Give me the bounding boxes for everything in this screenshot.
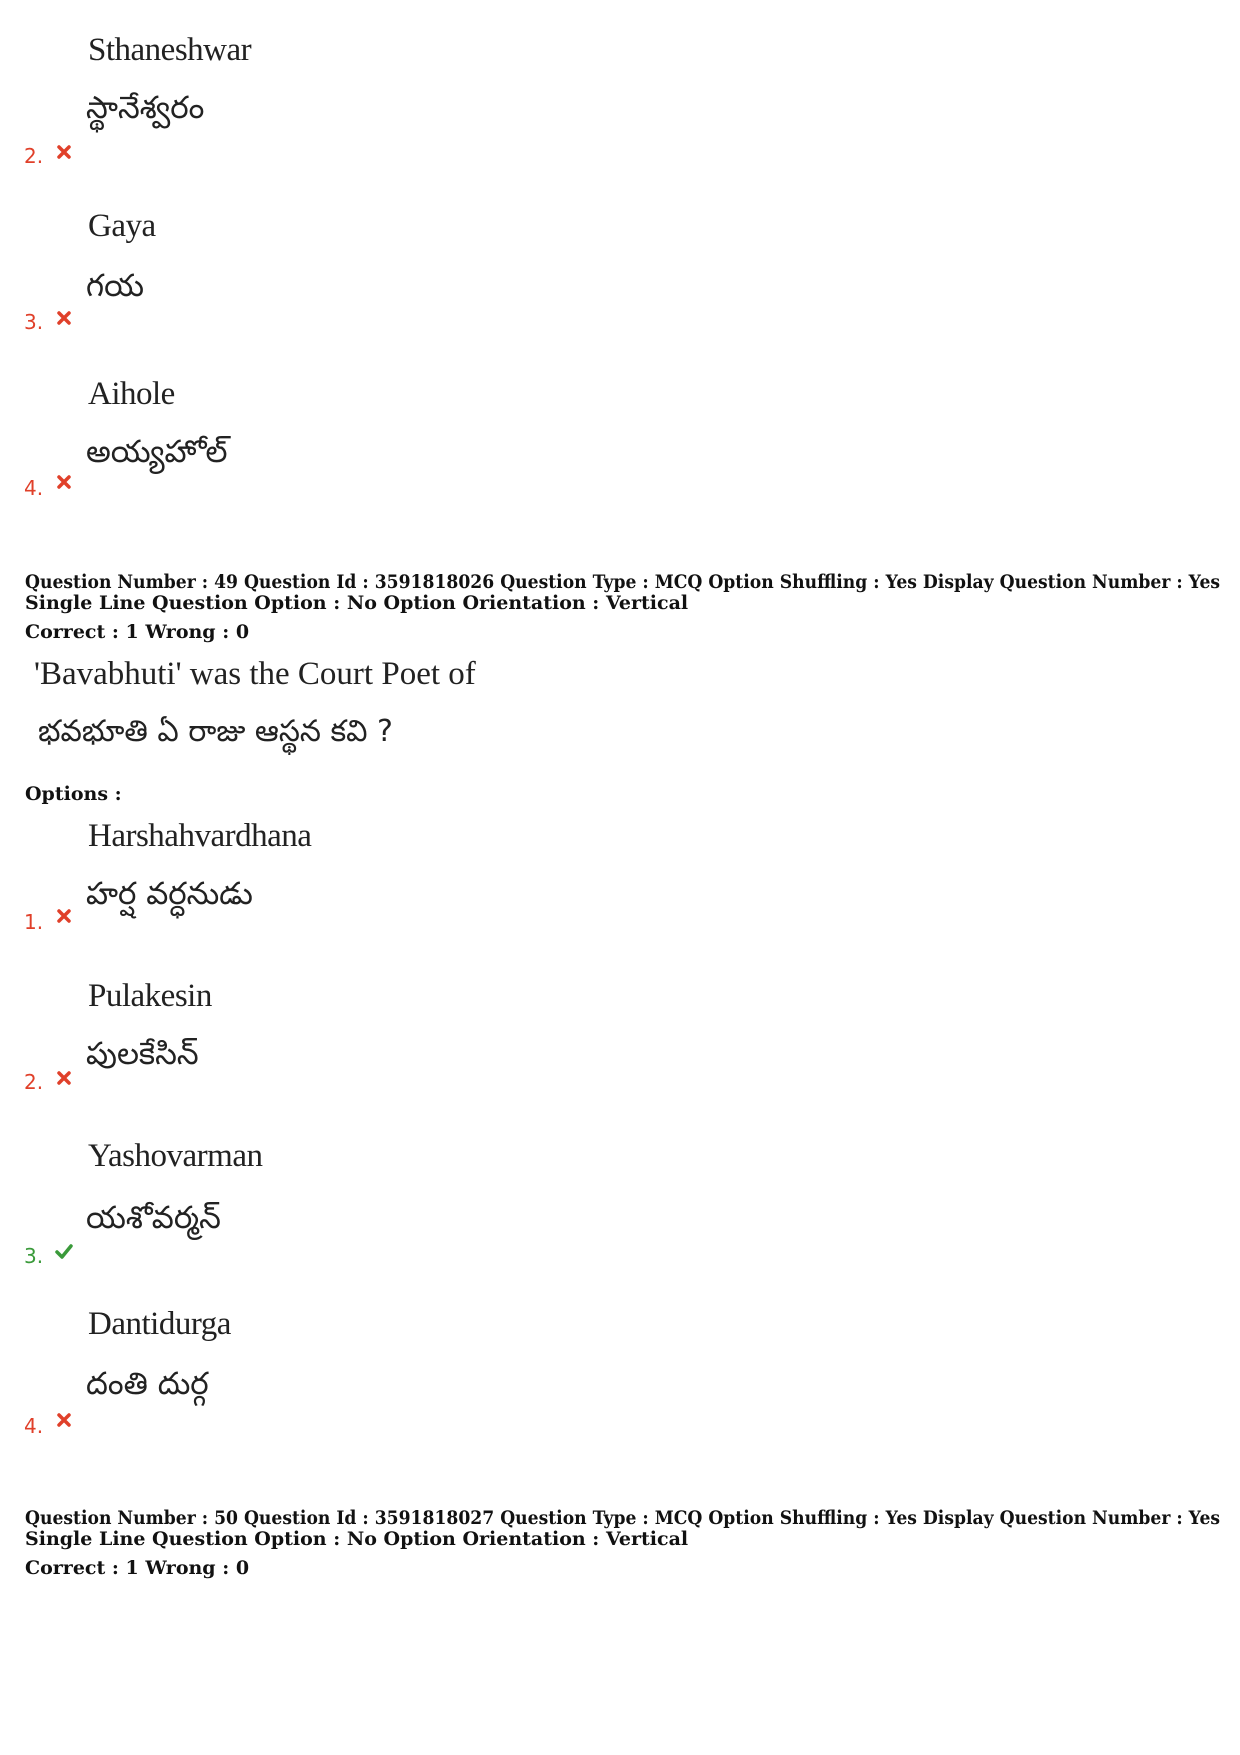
option-text-en: Dantidurga bbox=[88, 1306, 231, 1342]
option-text-te: పులకేసిన్ bbox=[86, 1036, 199, 1072]
option-number: 2. bbox=[24, 1070, 44, 1094]
cross-icon bbox=[56, 1070, 72, 1086]
question-meta-line: Question Number : 50 Question Id : 3591818027 Question Type : MCQ Option Shuffling : Yes Display Question Number : Yes bbox=[25, 1507, 1221, 1529]
question-text-te: భవభూతి ఏ రాజు ఆస్థన కవి ? bbox=[38, 714, 393, 749]
cross-icon bbox=[56, 144, 72, 160]
option-text-te: గయ bbox=[86, 268, 144, 304]
option-number: 3. bbox=[24, 1244, 44, 1268]
cross-icon bbox=[56, 1412, 72, 1428]
options-label: Options : bbox=[25, 783, 122, 805]
option-text-te: యశోవర్మన్ bbox=[86, 1200, 221, 1236]
question-meta-line: Single Line Question Option : No Option Orientation : Vertical bbox=[25, 592, 689, 614]
option-number: 3. bbox=[24, 310, 44, 334]
option-text-te: దంతి దుర్గ bbox=[86, 1366, 209, 1402]
question-text-en: 'Bavabhuti' was the Court Poet of bbox=[34, 656, 476, 692]
cross-icon bbox=[56, 908, 72, 924]
option-text-en: Gaya bbox=[88, 208, 156, 244]
option-text-en: Pulakesin bbox=[88, 978, 212, 1014]
cross-icon bbox=[56, 474, 72, 490]
option-text-te: స్థానేశ్వరం bbox=[86, 90, 205, 126]
option-number: 4. bbox=[24, 1414, 44, 1438]
check-icon bbox=[54, 1242, 74, 1262]
question-meta-line: Question Number : 49 Question Id : 3591818026 Question Type : MCQ Option Shuffling : Yes Display Question Number : Yes bbox=[25, 571, 1221, 593]
option-number: 1. bbox=[24, 910, 44, 934]
marks-info: Correct : 1 Wrong : 0 bbox=[25, 621, 250, 643]
option-number: 2. bbox=[24, 144, 44, 168]
option-text-en: Yashovarman bbox=[88, 1138, 263, 1174]
option-text-en: Sthaneshwar bbox=[88, 32, 252, 68]
question-meta-line: Single Line Question Option : No Option Orientation : Vertical bbox=[25, 1528, 689, 1550]
marks-info: Correct : 1 Wrong : 0 bbox=[25, 1557, 250, 1579]
option-text-te: హర్ష వర్ధనుడు bbox=[86, 876, 253, 912]
option-text-te: అయ్యహోల్ bbox=[86, 434, 228, 470]
cross-icon bbox=[56, 310, 72, 326]
option-text-en: Harshahvardhana bbox=[88, 818, 312, 854]
option-text-en: Aihole bbox=[88, 376, 175, 412]
option-number: 4. bbox=[24, 476, 44, 500]
